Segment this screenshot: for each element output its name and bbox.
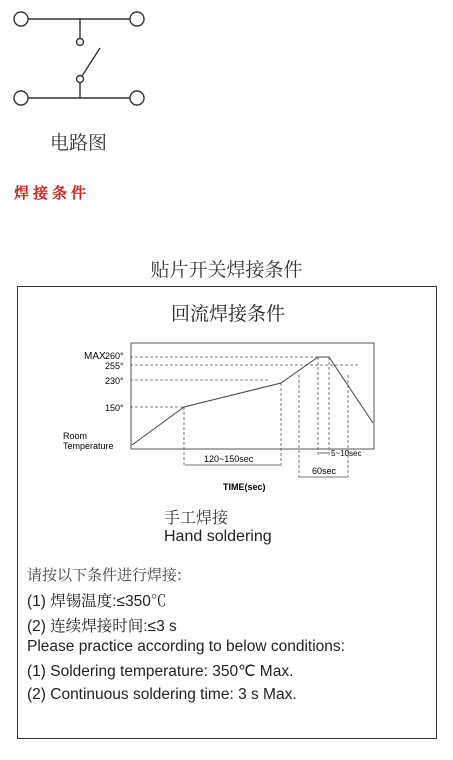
x-axis-label: TIME(sec) [223, 482, 266, 492]
y-tick-255: 255° [105, 361, 124, 371]
switch-lever [82, 48, 100, 76]
y-tick-260: 260° [105, 351, 124, 361]
terminal-bottom-left [14, 91, 28, 105]
terminal-top-left [14, 12, 28, 26]
reflow-title: 回流焊接条件 [170, 303, 285, 325]
smd-soldering-title: 贴片开关焊接条件 [150, 259, 303, 281]
circuit-diagram [0, 0, 170, 120]
terminal-top-right [130, 12, 144, 26]
y-tick-230: 230° [105, 376, 124, 386]
condition-en-temperature: (1) Soldering temperature: 350℃ Max. [27, 663, 294, 680]
hand-soldering-title-zh: 手工焊接 [164, 508, 229, 527]
chart-frame [131, 343, 374, 449]
duration-label-5-10: 5~10sec [331, 449, 362, 458]
y-tick-temperature: Temperature [63, 441, 114, 451]
y-tick-room: Room [63, 431, 88, 441]
contact-upper [77, 39, 84, 46]
condition-en-time: (2) Continuous soldering time: 3 s Max. [27, 686, 297, 703]
hand-soldering-title-en: Hand soldering [164, 528, 272, 545]
terminal-bottom-right [130, 91, 144, 105]
circuit-caption: 电路图 [50, 132, 108, 154]
condition-zh-temperature: (1) 焊锡温度:≤350℃ [27, 593, 167, 610]
y-tick-150: 150° [105, 403, 124, 413]
soldering-conditions-box [17, 286, 437, 739]
reflow-profile-line [132, 357, 373, 445]
y-tick-max: MAX [84, 351, 106, 362]
duration-label-120-150: 120~150sec [204, 454, 254, 464]
conditions-intro-zh: 请按以下条件进行焊接: [27, 566, 183, 584]
section-heading: 焊接条件 [14, 184, 91, 202]
contact-lower [77, 76, 84, 83]
conditions-intro-en: Please practice according to below conditions: [27, 638, 345, 655]
duration-label-60: 60sec [312, 466, 337, 476]
condition-zh-time: (2) 连续焊接时间:≤3 s [27, 618, 177, 635]
